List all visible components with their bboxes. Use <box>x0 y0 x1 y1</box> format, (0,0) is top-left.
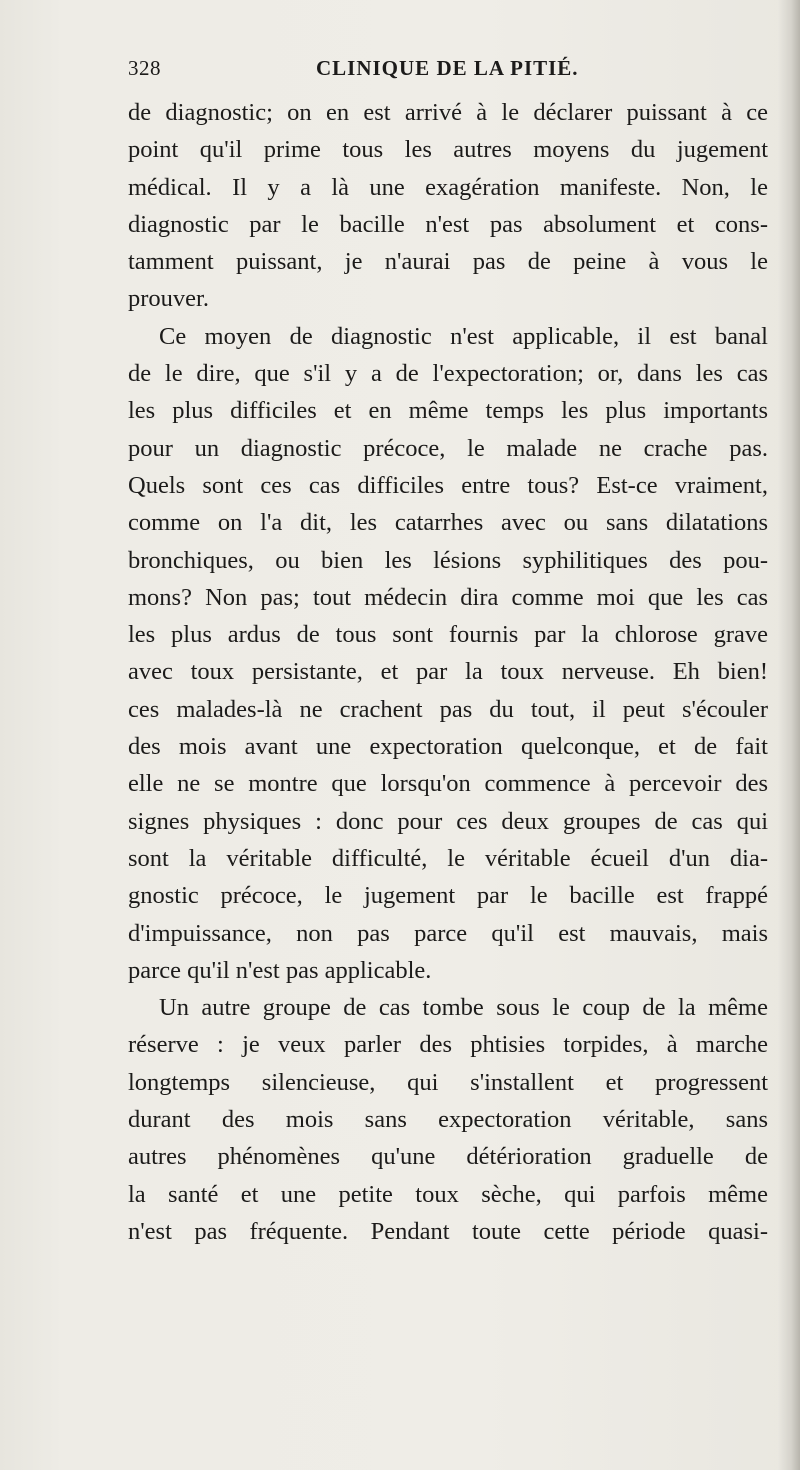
body-text <box>128 94 768 1250</box>
text-line: point qu'il prime tous les autres moyens du jugement <box>128 136 768 164</box>
text-line: comme on l'a dit, les catarrhes avec ou sans dilatations <box>128 509 768 537</box>
text-line: les plus difficiles et en même temps les plus importants <box>128 397 768 425</box>
text-line: n'est pas fréquente. Pendant toute cette période quasi- <box>128 1217 768 1245</box>
text-line: elle ne se montre que lorsqu'on commence à percevoir des <box>128 770 768 798</box>
text-line: avec toux persistante, et par la toux nerveuse. Eh bien! <box>128 658 768 686</box>
text-line: Ce moyen de diagnostic n'est applicable, il est banal <box>159 322 768 350</box>
text-line: signes physiques : donc pour ces deux groupes de cas qui <box>128 807 768 835</box>
text-line: mons? Non pas; tout médecin dira comme moi que les cas <box>128 583 768 611</box>
text-line: sont la véritable difficulté, le véritable écueil d'un dia- <box>128 844 768 872</box>
text-line: la santé et une petite toux sèche, qui parfois même <box>128 1180 768 1208</box>
text-line: prouver. <box>128 285 209 313</box>
text-line: tamment puissant, je n'aurai pas de peine à vous le <box>128 248 768 276</box>
text-line: bronchiques, ou bien les lésions syphilitiques des pou- <box>128 546 768 574</box>
text-line: réserve : je veux parler des phtisies torpides, à marche <box>128 1031 768 1059</box>
page-header <box>128 56 768 86</box>
text-line: ces malades-là ne crachent pas du tout, il peut s'écouler <box>128 695 768 723</box>
text-line: de le dire, que s'il y a de l'expectoration; or, dans les cas <box>128 360 768 388</box>
text-line: les plus ardus de tous sont fournis par la chlorose grave <box>128 621 768 649</box>
page-number: 328 <box>128 56 161 80</box>
text-line: durant des mois sans expectoration véritable, sans <box>128 1106 768 1134</box>
text-line: des mois avant une expectoration quelconque, et de fait <box>128 733 768 761</box>
text-line: pour un diagnostic précoce, le malade ne crache pas. <box>128 434 768 462</box>
text-line: gnostic précoce, le jugement par le bacille est frappé <box>128 882 768 910</box>
text-line: Quels sont ces cas difficiles entre tous? Est-ce vraiment, <box>128 471 768 499</box>
text-line: Un autre groupe de cas tombe sous le coup de la même <box>159 994 768 1022</box>
text-line: diagnostic par le bacille n'est pas absolument et cons- <box>128 210 768 238</box>
text-line: autres phénomènes qu'une détérioration graduelle de <box>128 1143 768 1171</box>
text-line: longtemps silencieuse, qui s'installent et progressent <box>128 1068 768 1096</box>
text-line: parce qu'il n'est pas applicable. <box>128 956 432 984</box>
page-edge-shadow <box>778 0 800 1470</box>
text-line: de diagnostic; on en est arrivé à le déclarer puissant à ce <box>128 99 768 126</box>
text-line: d'impuissance, non pas parce qu'il est mauvais, mais <box>128 919 768 947</box>
text-line: médical. Il y a là une exagération manifeste. Non, le <box>128 173 768 201</box>
running-title: CLINIQUE DE LA PITIÉ. <box>316 56 579 80</box>
